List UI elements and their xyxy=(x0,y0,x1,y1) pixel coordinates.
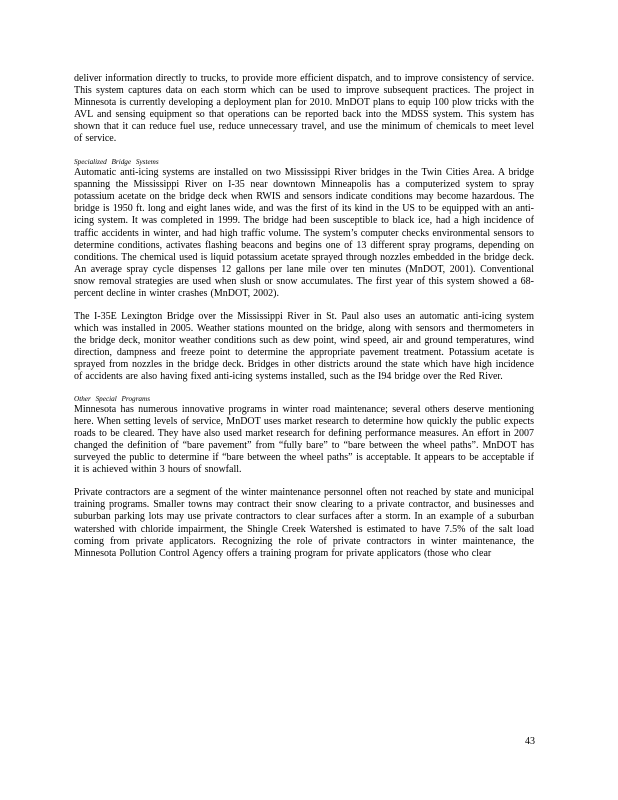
spacer xyxy=(74,476,534,487)
paragraph-lexington-bridge: The I-35E Lexington Bridge over the Mississippi River in St. Paul also uses an automatic anti-icing system which was installed in 2005. Weather stations mounted on the bridge, along with sensors and thermometers in the bridge deck, monitor weather conditions such as dew point, wind speed, air and ground temperatures, wind direction, dampness and freeze point to determine the appropriate pavement treatment. Potassium acetate is sprayed from nozzles in the bridge deck. Bridges in other districts around the state which have high incidence of accidents are also having fixed anti-icing systems installed, such as the I94 bridge over the Red River. xyxy=(74,310,534,383)
section-heading-specialized-bridge-systems: Specialized Bridge Systems xyxy=(74,158,159,167)
spacer xyxy=(74,300,534,311)
page-content xyxy=(74,73,534,560)
page-number: 43 xyxy=(525,736,535,747)
section-heading-other-special-programs: Other Special Programs xyxy=(74,395,151,404)
spacer xyxy=(74,145,534,157)
spacer xyxy=(74,383,534,394)
paragraph-private-contractors: Private contractors are a segment of the winter maintenance personnel often not reached by state and municipal training programs. Smaller towns may contract their snow clearing to a private contractor, and businesses and suburban parking lots may use private contractors to clear surfaces after a storm. In an example of a suburban watershed with chloride impairment, the Shingle Creek Watershed is estimated to have 7.5% of the salt load coming from private applicators. Recognizing the role of private contractors in winter maintenance, the Minnesota Pollution Control Agency offers a training program for private applicators (those who clear xyxy=(74,487,534,559)
paragraph-i35-bridge: Automatic anti-icing systems are installed on two Mississippi River bridges in the Twin Cities Area. A bridge spanning the Mississippi River on I-35 near downtown Minneapolis has a computerized system to spray potassium acetate on the bridge deck when RWIS and sensors indicate conditions may become hazardous. The bridge is 1950 ft. long and eight lanes wide, and was the first of its kind in the US to be equipped with an anti-icing system. It was completed in 1999. The bridge had been susceptible to black ice, had a high incidence of traffic accidents in winter, and had high traffic volume. The system’s computer checks environmental sensors to determine conditions, activates flashing beacons and begins one of 13 different spray programs, depending on conditions. The chemical used is liquid potassium acetate sprayed through nozzles embedded in the bridge deck. An average spray cycle dispenses 12 gallons per lane mile over ten minutes (MnDOT, 2001). Conventional snow removal strategies are used when slush or snow accumulates. The first year of this system showed a 68-percent decline in winter crashes (MnDOT, 2002). xyxy=(74,167,534,299)
paragraph-levels-of-service: Minnesota has numerous innovative programs in winter road maintenance; several others deserve mentioning here. When setting levels of service, MnDOT uses market research to determine how quickly the public expects roads to be cleared. They have also used market research for defining performance measures. An effort in 2007 changed the definition of “bare pavement” from “fully bare” to “bare between the wheel paths”. MnDOT has surveyed the public to determine if “bare between the wheel paths” is acceptable. It appears to be acceptable if it is achieved within 3 hours of snowfall. xyxy=(74,404,534,476)
paragraph-mdss: deliver information directly to trucks, to provide more efficient dispatch, and to improve consistency of service. This system captures data on each storm which can be used to improve subsequent practices. The project in Minnesota is currently developing a deployment plan for 2010. MnDOT plans to equip 100 plow tricks with the AVL and sensing equipment so that operations can be reported back into the MDSS system. This system has shown that it can reduce fuel use, reduce unnecessary travel, and use the minimum of chemicals to meet level of service. xyxy=(74,73,534,145)
